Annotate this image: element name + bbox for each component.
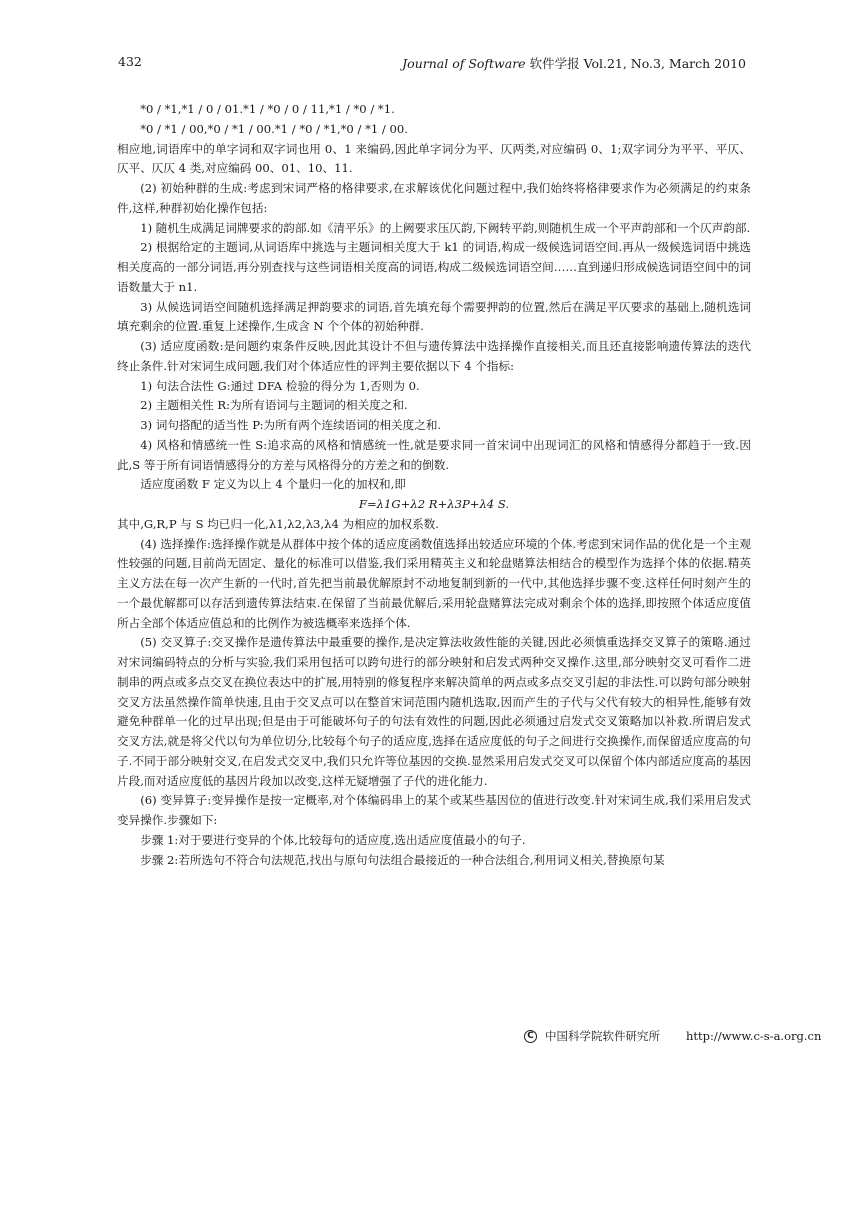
paragraph: 3) 词句搭配的适当性 P:为所有两个连续语词的相关度之和. bbox=[140, 418, 442, 432]
paragraph: (5) 交叉算子:交叉操作是遗传算法中最重要的操作,是决定算法收敛性能的关键,因此必须慎重选择交叉算子的策略.通过对宋词编码特点的分析与实验,我们采用包括可以跨句进行的部分映射和启发式两种交叉操作.这里,部分映射交叉可看作二进制串的两点或多点交叉在换位表达中的扩展,用特别的修复程序来解决简单的两点或多点交叉引起的非法性.可以跨句部分映射交叉方法虽然操作简单快速,且由于交叉点可以在整首宋词范围内随机选取,因而产生的子代与父代有较大的相异性,能够有效避免种群单一化的过早出现;但是由于可能破坏句子的句法有效性的问题,因此必须通过启发式交叉策略加以补救.所谓启发式交叉方法,就是将父代以句为单位切分,比较每个句子的适应度,选择在适应度低的句子之间进行交换操作,而保留适应度高的句子.不同于部分映射交叉,在启发式交叉中,我们只允许等位基因的交换.显然采用启发式交叉可以保留个体内部适应度高的基因片段,而对适应度低的基因片段加以改变,这样无疑增强了子代的进化能力. bbox=[117, 635, 751, 788]
publisher-name: 中国科学院软件研究所 bbox=[545, 1029, 660, 1043]
journal-name: Journal of Software bbox=[402, 56, 526, 71]
equation: F=λ1G+λ2 R+λ3P+λ4 S. bbox=[358, 497, 510, 511]
paragraph: 2) 主题相关性 R:为所有语词与主题词的相关度之和. bbox=[140, 398, 408, 413]
article-body bbox=[117, 100, 751, 870]
paragraph: 其中,G,R,P 与 S 均已归一化,λ1,λ2,λ3,λ4 为相应的加权系数. bbox=[117, 516, 439, 531]
journal-citation bbox=[402, 54, 746, 72]
running-header bbox=[118, 54, 746, 72]
paragraph: (6) 变异算子:变异操作是按一定概率,对个体编码串上的某个或某些基因位的值进行改变.针对宋词生成,我们采用启发式变异操作.步骤如下: bbox=[117, 793, 751, 827]
paragraph: 4) 风格和情感统一性 S:追求高的风格和情感统一性,就是要求同一首宋词中出现词汇的风格和情感得分都趋于一致.因此,S 等于所有词语情感得分的方差与风格得分的方差之和的倒数. bbox=[117, 437, 751, 472]
paragraph: *0 / *1,*1 / 0 / 01.*1 / *0 / 0 / 11,*1 / *0 / *1. bbox=[140, 102, 395, 116]
paragraph: 适应度函数 F 定义为以上 4 个量归一化的加权和,即 bbox=[140, 477, 406, 492]
journal-name-cn: 软件学报 bbox=[529, 56, 580, 71]
paragraph: (4) 选择操作:选择操作就是从群体中按个体的适应度函数值选择出较适应环境的个体.考虑到宋词作品的优化是一个主观性较强的问题,目前尚无固定、量化的标准可以借鉴,我们采用精英主义和轮盘赌算法相结合的模型作为选择个体的依据.精英主义方法在每一次产生新的一代时,首先把当前最优解原封不动地复制到新的一代中,其他选择步骤不变.这样任何时刻产生的一个最优解都可以存活到遗传算法结束.在保留了当前最优解后,采用轮盘赌算法完成对剩余个体的选择,即按照个体适应度值所占全部个体适应值总和的比例作为被选概率来选择个体. bbox=[117, 536, 751, 630]
paragraph: 相应地,词语库中的单字词和双字词也用 0、1 来编码,因此单字词分为平、仄两类,对应编码 0、1;双字词分为平平、平仄、仄平、仄仄 4 类,对应编码 00、01、10、11. bbox=[117, 141, 751, 176]
paragraph: 步骤 1:对于要进行变异的个体,比较每句的适应度,选出适应度值最小的句子. bbox=[140, 832, 526, 847]
journal-issue: Vol.21, No.3, March 2010 bbox=[583, 56, 746, 71]
copyright-icon: C bbox=[524, 1030, 537, 1043]
paragraph: 2) 根据给定的主题词,从词语库中挑选与主题词相关度大于 k1 的词语,构成一级候选词语空间.再从一级候选词语中挑选相关度高的一部分词语,再分别查找与这些词语相关度高的词语,构成二级候选词语空间……直到递归形成候选词语空间中的词语数量大于 n1. bbox=[117, 240, 751, 294]
paragraph: *0 / *1 / 00,*0 / *1 / 00.*1 / *0 / *1,*0 / *1 / 00. bbox=[140, 121, 408, 136]
paragraph: 1) 句法合法性 G:通过 DFA 检验的得分为 1,否则为 0. bbox=[140, 378, 420, 393]
paragraph: 步骤 2:若所选句不符合句法规范,找出与原句句法组合最接近的一种合法组合,利用词义相关,替换原句某 bbox=[140, 852, 665, 867]
page-number: 432 bbox=[118, 54, 142, 69]
paragraph: 3) 从候选词语空间随机选择满足押韵要求的词语,首先填充每个需要押韵的位置,然后在满足平仄要求的基础上,随机选词填充剩余的位置.重复上述操作,生成含 N 个个体的初始种群. bbox=[117, 299, 751, 334]
paragraph: (3) 适应度函数:是问题约束条件反映,因此其设计不但与遗传算法中选择操作直接相关,而且还直接影响遗传算法的迭代终止条件.针对宋词生成问题,我们对个体适应性的评判主要依据以下 4 个指标: bbox=[117, 339, 751, 373]
paragraph: 1) 随机生成满足词牌要求的韵部.如《清平乐》的上阙要求压仄韵,下阙转平韵,则随机生成一个平声韵部和一个仄声韵部. bbox=[140, 220, 751, 235]
publisher-url: http://www.c-s-a.org.cn bbox=[686, 1029, 822, 1043]
page-footer bbox=[524, 1028, 821, 1044]
paragraph: (2) 初始种群的生成:考虑到宋词严格的格律要求,在求解该优化问题过程中,我们始终将格律要求作为必须满足的约束条件,这样,种群初始化操作包括: bbox=[117, 181, 751, 215]
